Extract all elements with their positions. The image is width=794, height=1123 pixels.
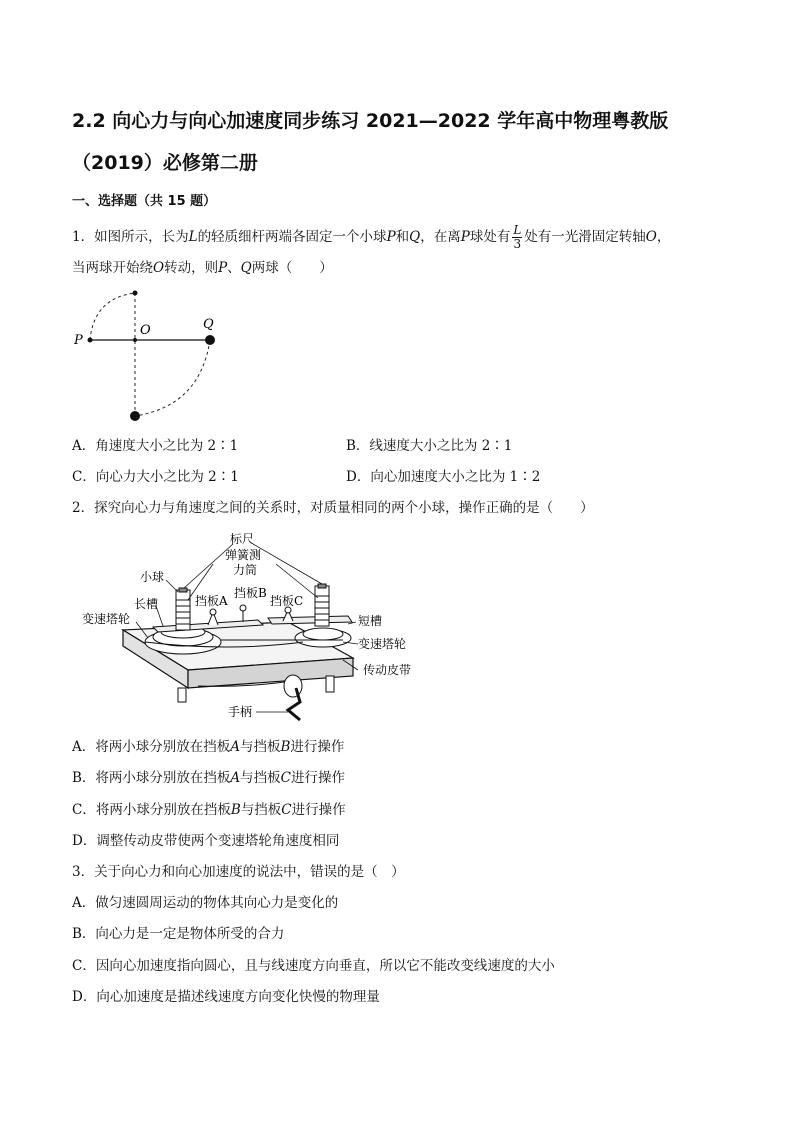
label-baffle-C: 挡板C bbox=[270, 594, 304, 608]
q1-rod-figure bbox=[70, 288, 230, 423]
q2-apparatus-figure bbox=[78, 530, 428, 730]
q1-option-a: A．角速度大小之比为 2∶1 bbox=[72, 438, 239, 454]
q1-option-c: C．向心力大小之比为 2∶1 bbox=[72, 469, 239, 485]
q1-text: 两球（ ） bbox=[251, 260, 333, 276]
q1-var-P: P bbox=[460, 229, 470, 245]
option-var: A bbox=[230, 770, 241, 786]
option-text: 与挡板 bbox=[240, 802, 282, 818]
q1-stem-line1 bbox=[72, 224, 670, 251]
q1-text: 处有一光滑固定转轴 bbox=[524, 229, 646, 245]
label-spring-scale-2: 力筒 bbox=[233, 563, 258, 577]
label-long-slot: 长槽 bbox=[134, 597, 159, 611]
q1-stem-line2 bbox=[72, 259, 333, 277]
q1-text: 球处有 bbox=[469, 229, 511, 245]
q2-stem: 2．探究向心力与角速度之间的关系时，对质量相同的两个小球，操作正确的是（ ） bbox=[72, 500, 594, 516]
leader-line bbox=[166, 580, 178, 592]
option-text: 与挡板 bbox=[240, 770, 281, 786]
label-drive-belt: 传动皮带 bbox=[363, 663, 412, 677]
q1-text: 和 bbox=[395, 229, 410, 245]
q1-var-O: O bbox=[645, 229, 657, 245]
pivot-O bbox=[133, 338, 137, 342]
dashed-arc-small bbox=[90, 293, 135, 340]
option-var: C bbox=[281, 802, 292, 818]
q1-text: 转动，则 bbox=[164, 260, 219, 276]
q1-var-P: P bbox=[218, 260, 228, 276]
q2-option-d: D．调整传动皮带使两个变速塔轮角速度相同 bbox=[72, 833, 340, 849]
option-text: 进行操作 bbox=[290, 739, 345, 755]
label-O: O bbox=[140, 323, 151, 338]
ball-Q-rotated bbox=[130, 411, 140, 421]
ball-P bbox=[88, 338, 93, 343]
leg bbox=[326, 676, 334, 692]
page-title-line1: 2.2 向心力与向心加速度同步练习 2021—2022 学年高中物理粤教版 bbox=[72, 110, 669, 132]
option-var: B bbox=[230, 802, 241, 818]
q1-text: 的轻质细杆两端各固定一个小球 bbox=[197, 229, 387, 245]
q1-text: ，在离 bbox=[420, 229, 461, 245]
fraction-numerator: L bbox=[513, 223, 522, 237]
option-var: B bbox=[280, 739, 291, 755]
label-baffle-A: 挡板A bbox=[195, 594, 228, 608]
left-scale bbox=[179, 588, 187, 592]
label-tower-pulley-left: 变速塔轮 bbox=[82, 612, 131, 626]
q1-text: 、 bbox=[227, 260, 241, 276]
option-text: 进行操作 bbox=[291, 770, 346, 786]
label-short-slot: 短槽 bbox=[358, 614, 383, 628]
option-text: 进行操作 bbox=[291, 802, 346, 818]
option-text: 与挡板 bbox=[240, 739, 281, 755]
q1-text: 1．如图所示，长为 bbox=[72, 229, 189, 245]
page-title-line2: （2019）必修第二册 bbox=[72, 152, 258, 174]
q1-option-d: D．向心加速度大小之比为 1∶2 bbox=[346, 469, 541, 485]
q3-stem: 3．关于向心力和向心加速度的说法中，错误的是（ ） bbox=[72, 864, 405, 880]
right-scale bbox=[318, 584, 326, 588]
ball-A bbox=[210, 609, 216, 615]
label-tower-pulley-right: 变速塔轮 bbox=[358, 637, 407, 651]
q1-text: ， bbox=[656, 229, 671, 245]
q2-option-a bbox=[72, 738, 344, 756]
q3-option-d: D．向心加速度是描述线速度方向变化快慢的物理量 bbox=[72, 989, 380, 1005]
section-heading: 一、选择题（共 15 题） bbox=[72, 194, 217, 209]
pulley-wheel bbox=[284, 675, 302, 697]
ball-Q bbox=[205, 335, 215, 345]
short-slot bbox=[268, 616, 352, 624]
q3-option-b: B．向心力是一定是物体所受的合力 bbox=[72, 926, 285, 942]
ball-B bbox=[240, 605, 246, 611]
label-ball: 小球 bbox=[140, 570, 165, 584]
q1-var-Q: Q bbox=[240, 260, 252, 276]
label-baffle-B: 挡板B bbox=[234, 586, 267, 600]
option-var: A bbox=[230, 739, 240, 755]
option-text: B．将两小球分别放在挡板 bbox=[72, 770, 231, 786]
option-var: C bbox=[280, 770, 292, 786]
ball-P-rotated bbox=[133, 291, 138, 296]
q2-option-c bbox=[72, 801, 346, 819]
label-handle: 手柄 bbox=[228, 705, 253, 719]
q3-option-c: C．因向心加速度指向圆心，且与线速度方向垂直，所以它不能改变线速度的大小 bbox=[72, 958, 555, 974]
label-biaochi: 标尺 bbox=[230, 532, 255, 546]
q1-var-Q: Q bbox=[409, 229, 421, 245]
q1-option-b: B．线速度大小之比为 2∶1 bbox=[346, 438, 513, 454]
q1-var-O: O bbox=[153, 260, 165, 276]
leg bbox=[178, 688, 186, 702]
q2-option-b bbox=[72, 769, 345, 787]
q1-var-P: P bbox=[386, 229, 396, 245]
label-P: P bbox=[74, 333, 83, 348]
option-text: A．将两小球分别放在挡板 bbox=[72, 739, 231, 755]
option-text: C．将两小球分别放在挡板 bbox=[72, 802, 231, 818]
label-Q: Q bbox=[203, 317, 214, 332]
q1-var-L: L bbox=[188, 229, 198, 245]
fraction-denominator: 3 bbox=[513, 237, 522, 251]
q1-fraction bbox=[512, 224, 522, 251]
q1-text: 当两球开始绕 bbox=[72, 260, 153, 276]
leader-line bbox=[253, 544, 322, 584]
dashed-arc-large bbox=[135, 340, 210, 416]
q3-option-a: A．做匀速圆周运动的物体其向心力是变化的 bbox=[72, 895, 339, 911]
label-spring-scale-1: 弹簧测 bbox=[225, 548, 262, 562]
right-tower-pulley-tier bbox=[303, 628, 343, 640]
